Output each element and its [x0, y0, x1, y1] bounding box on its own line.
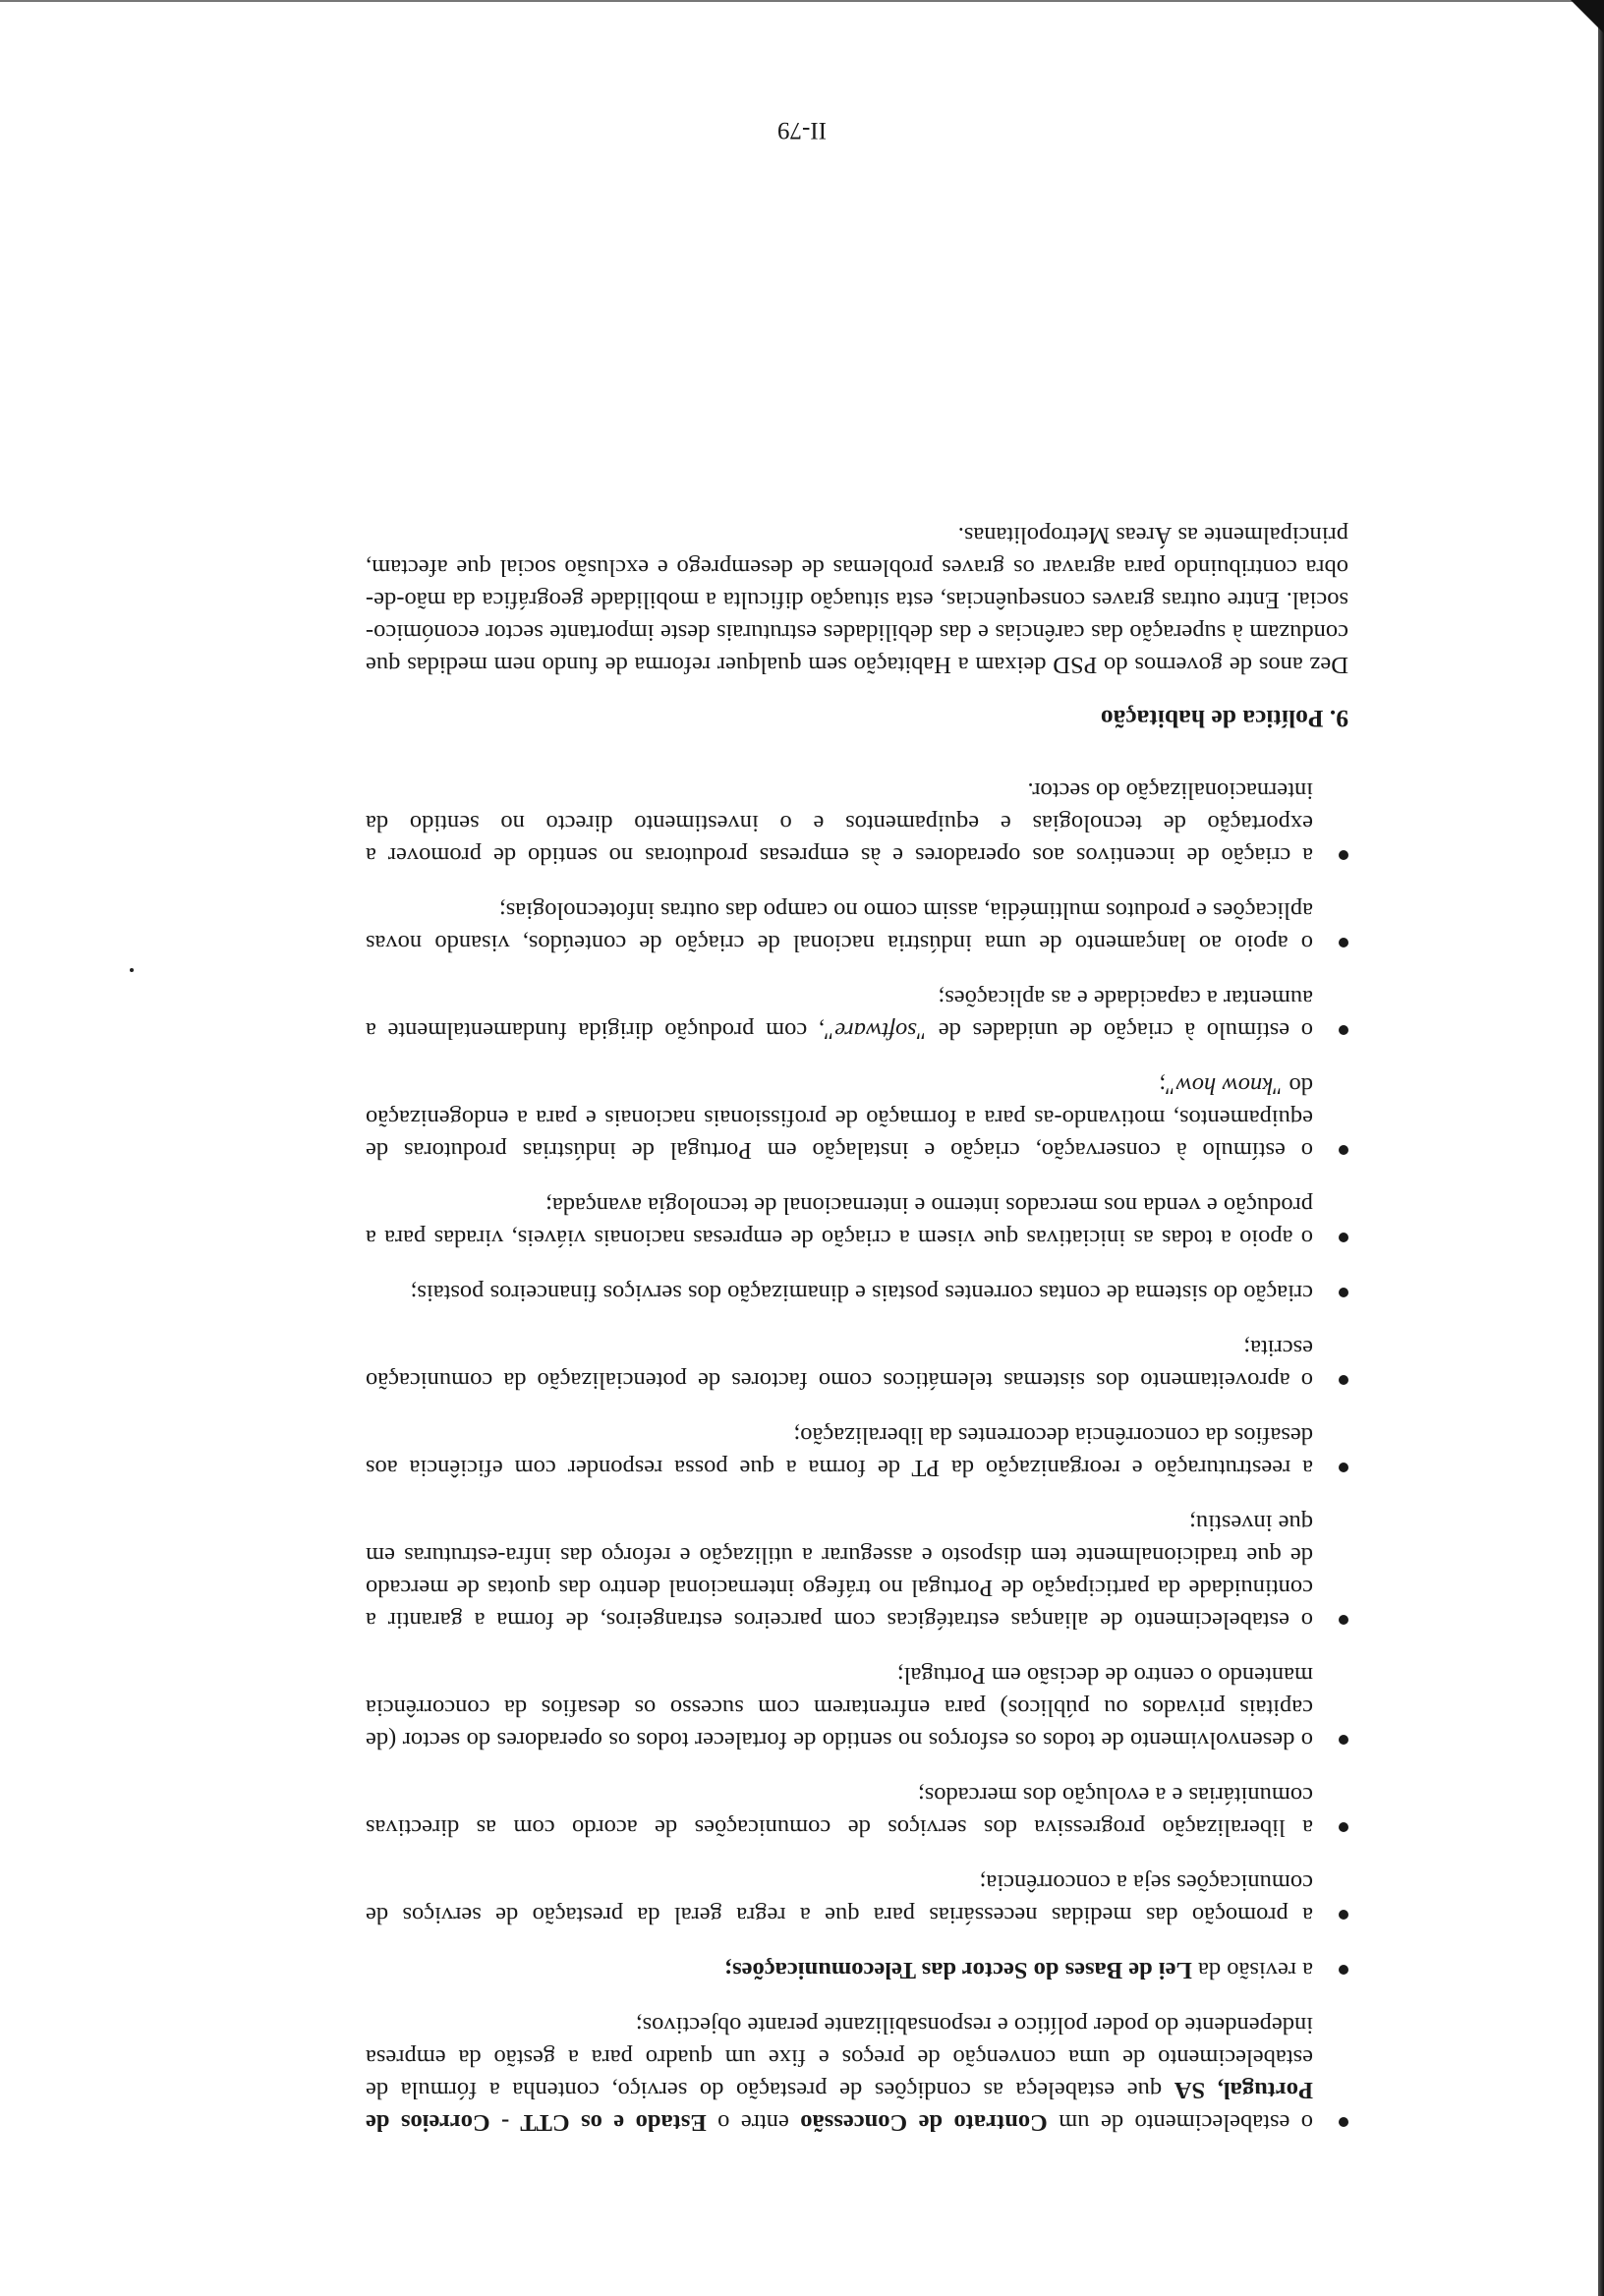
bullet-icon — [1339, 1735, 1348, 1745]
bullet-icon — [1339, 1965, 1348, 1975]
section-paragraph: Dez anos de governos do PSD deixam a Habitação sem qualquer reforma de fundo nem medidas que conduzam à superação das carências e das debilidades estruturais deste importante sector económico-social. Entre outras graves consequências, esta situação dificulta a mobilidade geográfica da mão-de-obra contribuindo para agravar os graves problemas de desemprego e exclusão social que afectam, principalmente as Áreas Metropolitanas. — [366, 522, 1348, 678]
list-item: o apoio a todas as iniciativas que visem a criação de empresas nacionais viáveis, viradas para a produção e venda nos mercados interno e internacional de tecnologia avançada; — [366, 1189, 1348, 1254]
bullet-icon — [1339, 1288, 1348, 1297]
bullet-icon — [1339, 850, 1348, 860]
bullet-icon — [1339, 1615, 1348, 1625]
page-number: II-79 — [777, 117, 827, 144]
bullet-icon — [1339, 1025, 1348, 1035]
bullet-icon — [1339, 1822, 1348, 1832]
list-item: o desenvolvimento de todos os esforços no sentido de fortalecer todos os operadores do sector (de capitais privados ou públicos) para enfrentarem com sucesso os desafios da concorrência mantendo o centro de decisão em Portugal; — [366, 1659, 1348, 1756]
list-item: o estímulo à criação de unidades de "software", com produção dirigida fundamentalmente a aumentar a capacidade e as aplicações; — [366, 982, 1348, 1047]
bullet-list — [366, 775, 1348, 2139]
bullet-icon — [1339, 1463, 1348, 1472]
bullet-icon — [1339, 1375, 1348, 1385]
list-item: o aproveitamento dos sistemas telemáticos como factores de potencialização da comunicação escrita; — [366, 1332, 1348, 1397]
list-item: criação do sistema de contas correntes postais e dinamização dos serviços financeiros postais; — [366, 1277, 1348, 1309]
section-title: 9. Política de habitação — [1100, 705, 1348, 733]
list-item: o apoio ao lançamento de uma indústria nacional de criação de conteúdos, visando novas aplicações e produtos multimédia, assim como no campo das outras infotecnologias; — [366, 894, 1348, 959]
list-item: o estabelecimento de um Contrato de Concessão entre o Estado e os CTT - Correios de Portugal, SA que estabeleça as condições de prestação do serviço, contenha a fórmula de estabelecimento de uma convenção de preços e fixe um quadro para a gestão da empresa independente do poder político e responsabilizante perante objectivos; — [366, 2009, 1348, 2139]
page-content — [366, 519, 1348, 2139]
list-item: o estímulo à conservação, criação e instalação em Portugal de indústrias produtoras de equipamentos, motivando-as para a formação de profissionais nacionais e para a endogenização do "know how"; — [366, 1069, 1348, 1167]
bullet-icon — [1339, 938, 1348, 947]
list-item: o estabelecimento de alianças estratégicas com parceiros estrangeiros, de forma a garantir a continuidade da participação de Portugal no tráfego internacional dentro das quotas de mercado de que tradicionalmente tem disposto e assegurar a utilização e reforço das infra-estruturas em que investiu; — [366, 1507, 1348, 1636]
list-item: a liberalização progressiva dos serviços de comunicações de acordo com as directivas comunitárias e a evolução dos mercados; — [366, 1779, 1348, 1844]
bullet-icon — [1339, 2117, 1348, 2127]
list-item: a revisão da Lei de Bases do Sector das Telecomunicações; — [366, 1954, 1348, 1986]
list-item: a reestruturação e reorganização da PT de forma a que possa responder com eficiência aos desafios da concorrência decorrentes da liberalização; — [366, 1419, 1348, 1484]
list-item: a promoção das medidas necessárias para que a regra geral da prestação de serviços de comunicações seja a concorrência; — [366, 1866, 1348, 1931]
list-item: a criação de incentivos aos operadores e às empresas produtoras no sentido de promover a exportação de tecnologias e equipamentos e o investimento directo no sentido da internacionalização do sector. — [366, 775, 1348, 872]
bullet-icon — [1339, 1233, 1348, 1242]
bullet-icon — [1339, 1910, 1348, 1920]
bullet-icon — [1339, 1145, 1348, 1155]
